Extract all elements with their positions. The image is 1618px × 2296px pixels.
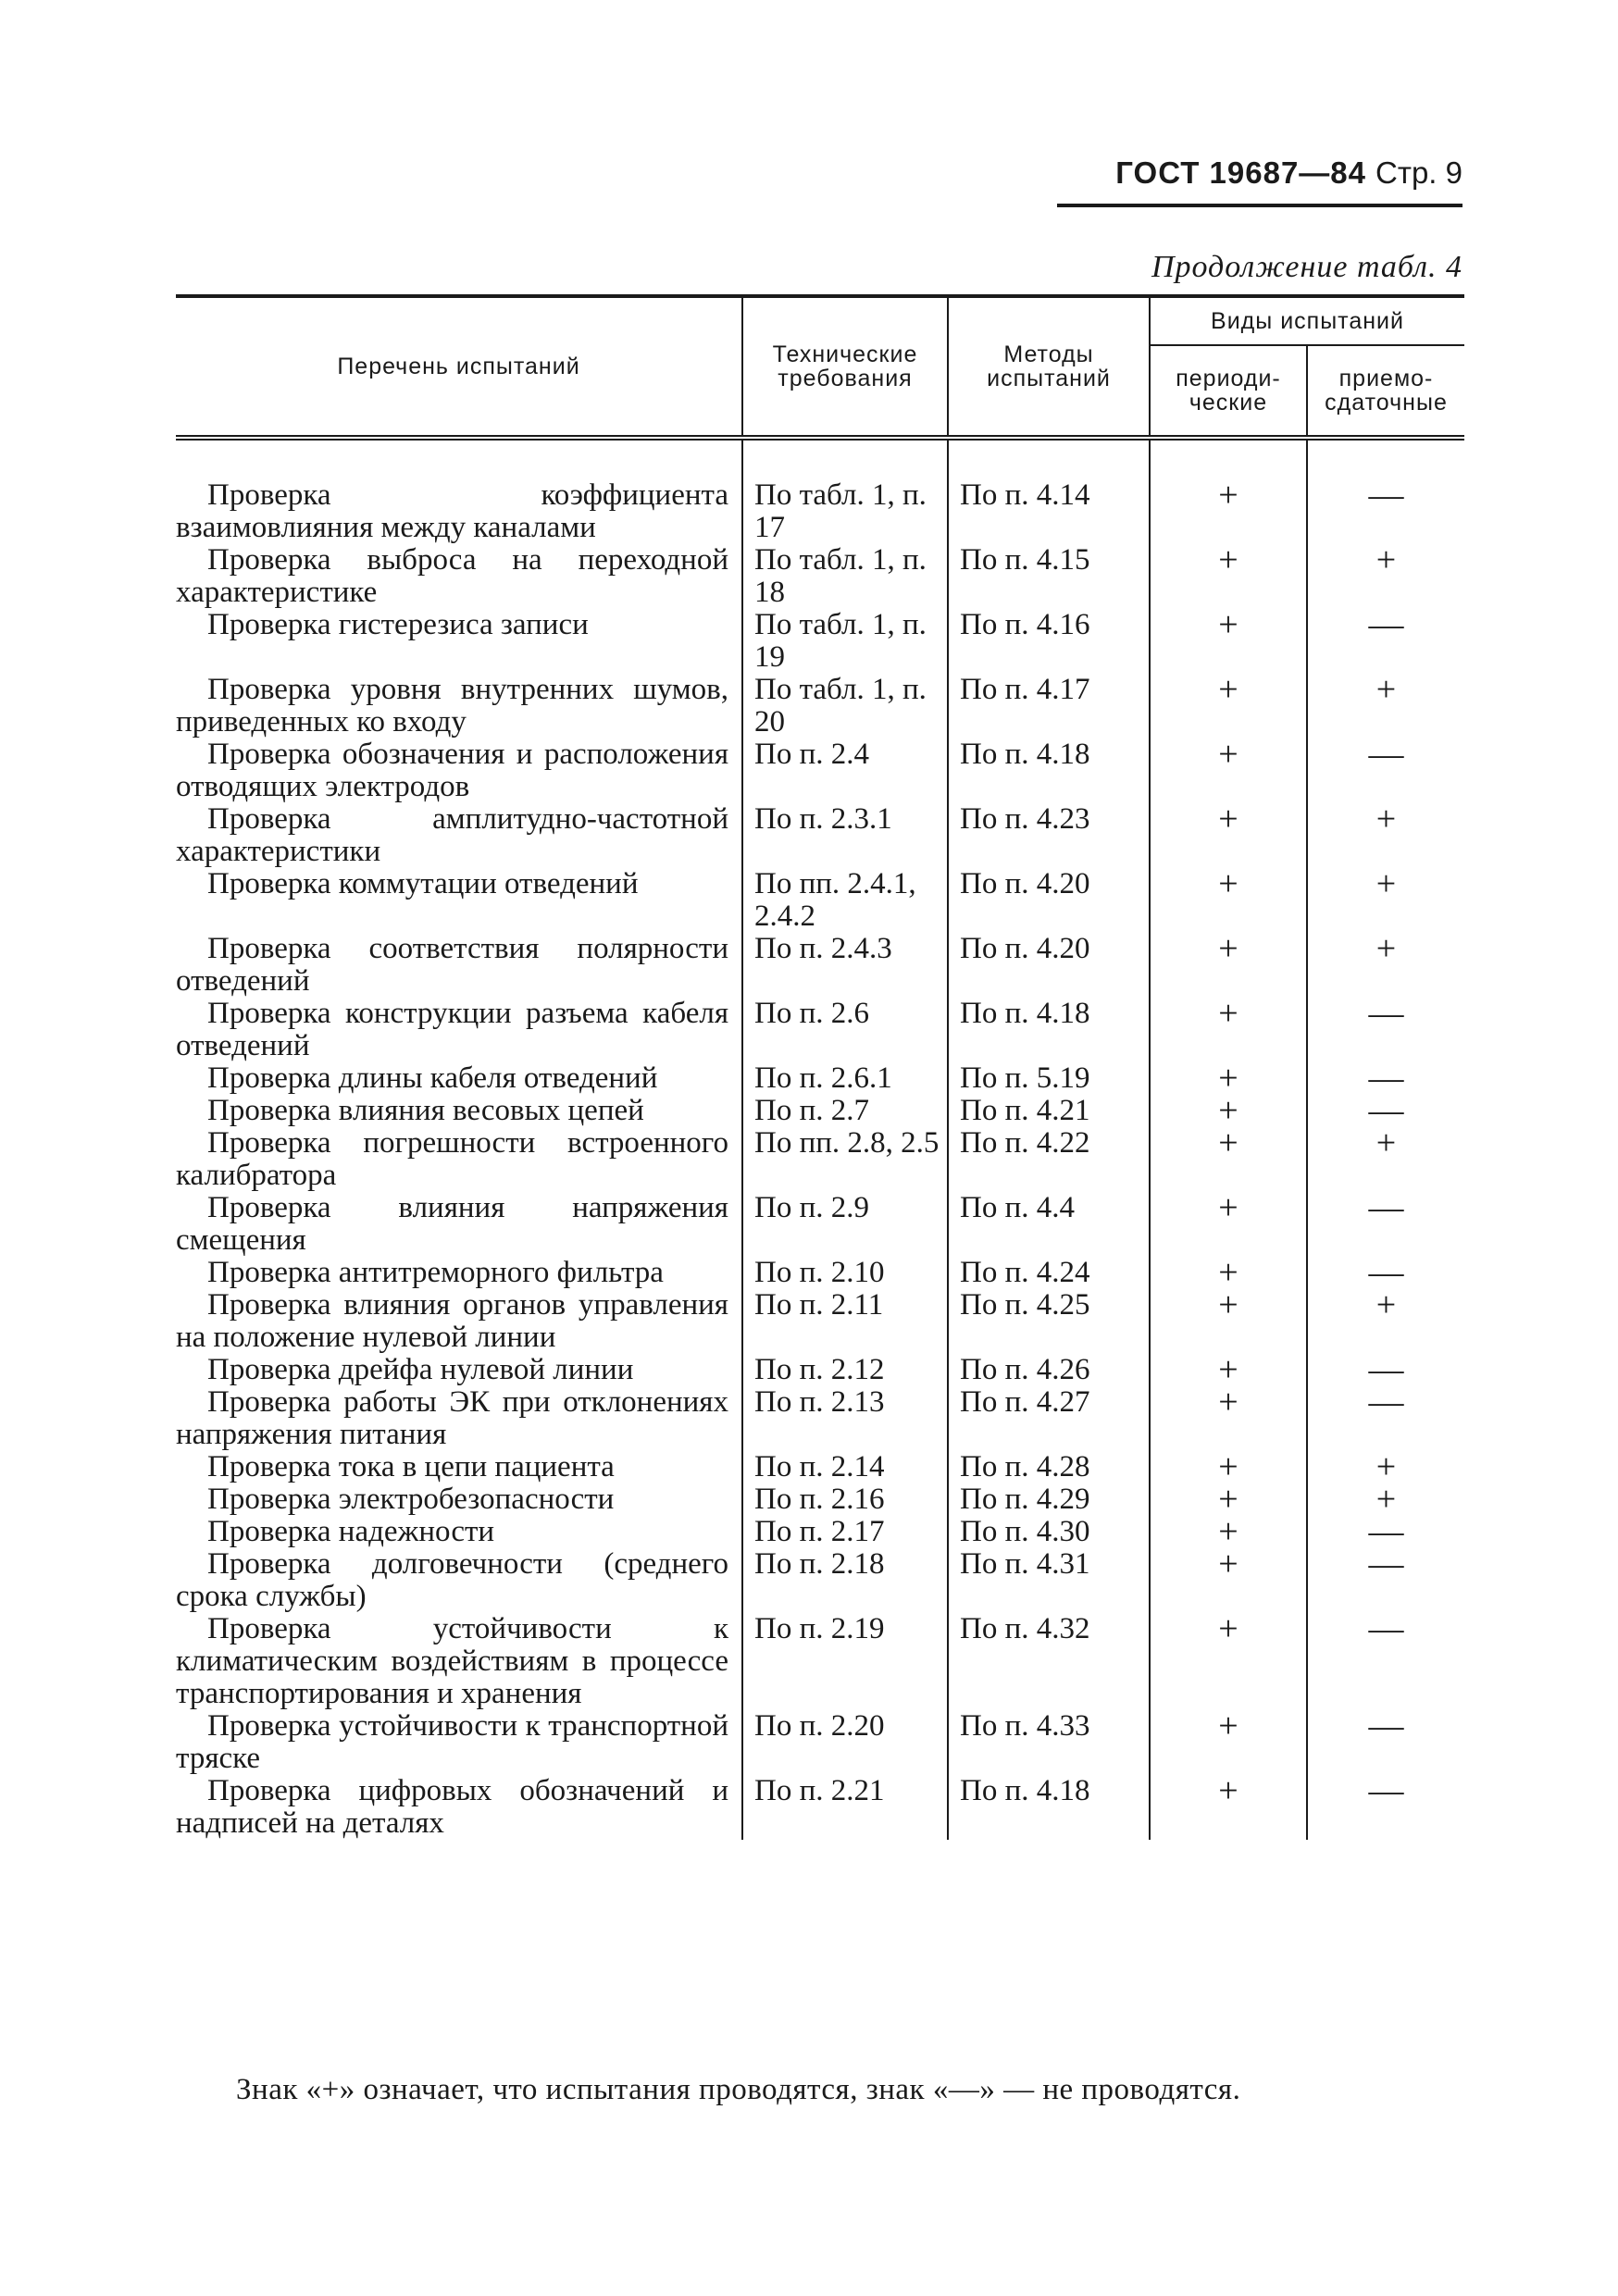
periodic-cell: + [1150, 1613, 1307, 1710]
periodic-cell: + [1150, 738, 1307, 803]
table-row [176, 1775, 1464, 1840]
table-row [176, 868, 1464, 933]
test-name-cell [176, 1127, 742, 1192]
table-row [176, 933, 1464, 998]
test-name-cell [176, 1775, 742, 1840]
tests-table-wrapper [176, 294, 1464, 1840]
test-name-text: Проверка соответствия полярности отведений [176, 932, 728, 998]
test-name-text: Проверка тока в цепи пациента [207, 1450, 615, 1483]
methods-cell: По п. 4.17 [948, 674, 1150, 738]
methods-cell: По п. 4.32 [948, 1613, 1150, 1710]
table-row [176, 1516, 1464, 1548]
methods-cell: По п. 4.21 [948, 1095, 1150, 1127]
methods-cell: По п. 4.30 [948, 1516, 1150, 1548]
periodic-cell: + [1150, 998, 1307, 1062]
methods-cell: По п. 4.18 [948, 1775, 1150, 1840]
requirements-cell: По п. 2.7 [742, 1095, 948, 1127]
requirements-cell: По табл. 1, п. 19 [742, 609, 948, 674]
test-name-cell [176, 1548, 742, 1613]
periodic-cell: + [1150, 609, 1307, 674]
table-row [176, 998, 1464, 1062]
periodic-cell: + [1150, 933, 1307, 998]
test-name-text: Проверка устойчивости к климатическим воздействиям в процессе транспортирования и хранения [176, 1612, 728, 1710]
methods-cell: По п. 4.23 [948, 803, 1150, 868]
periodic-cell: + [1150, 1095, 1307, 1127]
acceptance-cell: + [1307, 1483, 1464, 1516]
test-name-text: Проверка погрешности встроенного калибратора [176, 1126, 728, 1192]
acceptance-cell: — [1307, 1516, 1464, 1548]
table-row [176, 1127, 1464, 1192]
requirements-cell: По п. 2.11 [742, 1289, 948, 1354]
table-continuation-caption: Продолжение табл. 4 [1151, 250, 1462, 284]
table-row [176, 1354, 1464, 1386]
table-row [176, 479, 1464, 544]
requirements-cell: По п. 2.14 [742, 1451, 948, 1483]
acceptance-cell: — [1307, 1548, 1464, 1613]
acceptance-cell: — [1307, 1613, 1464, 1710]
requirements-cell: По п. 2.4 [742, 738, 948, 803]
requirements-cell: По п. 2.18 [742, 1548, 948, 1613]
methods-cell: По п. 4.22 [948, 1127, 1150, 1192]
test-name-cell [176, 1192, 742, 1257]
test-name-cell [176, 479, 742, 544]
test-name-cell [176, 1613, 742, 1710]
header-rule [1057, 204, 1462, 207]
methods-cell: По п. 4.31 [948, 1548, 1150, 1613]
acceptance-cell: — [1307, 1257, 1464, 1289]
table-row [176, 1483, 1464, 1516]
requirements-cell: По п. 2.12 [742, 1354, 948, 1386]
acceptance-cell: — [1307, 998, 1464, 1062]
page-header [1055, 155, 1462, 191]
periodic-cell: + [1150, 1289, 1307, 1354]
test-name-cell [176, 1062, 742, 1095]
test-name-cell [176, 1710, 742, 1775]
requirements-cell: По табл. 1, п. 20 [742, 674, 948, 738]
methods-cell: По п. 4.4 [948, 1192, 1150, 1257]
column-header-acceptance: приемо-сдаточные [1307, 345, 1464, 438]
test-name-text: Проверка долговечности (среднего срока службы) [176, 1547, 728, 1613]
periodic-cell: + [1150, 544, 1307, 609]
acceptance-cell: — [1307, 1062, 1464, 1095]
requirements-cell: По п. 2.10 [742, 1257, 948, 1289]
acceptance-cell: + [1307, 544, 1464, 609]
requirements-cell: По пп. 2.8, 2.5 [742, 1127, 948, 1192]
test-name-text: Проверка уровня внутренних шумов, приведенных ко входу [176, 673, 728, 738]
test-name-cell [176, 674, 742, 738]
periodic-cell: + [1150, 803, 1307, 868]
periodic-cell: + [1150, 479, 1307, 544]
periodic-cell: + [1150, 1354, 1307, 1386]
methods-cell: По п. 4.20 [948, 868, 1150, 933]
table-row [176, 1386, 1464, 1451]
test-name-cell [176, 738, 742, 803]
spacer-cell [176, 438, 742, 479]
test-name-text: Проверка дрейфа нулевой линии [207, 1353, 634, 1386]
acceptance-cell: — [1307, 1775, 1464, 1840]
methods-cell: По п. 4.28 [948, 1451, 1150, 1483]
test-name-cell [176, 1483, 742, 1516]
acceptance-cell: — [1307, 1710, 1464, 1775]
spacer-cell [1307, 438, 1464, 479]
tests-table-body [176, 438, 1464, 1840]
test-name-text: Проверка коэффициента взаимовлияния между каналами [176, 478, 728, 544]
methods-cell: По п. 5.19 [948, 1062, 1150, 1095]
table-row [176, 1613, 1464, 1710]
acceptance-cell: — [1307, 479, 1464, 544]
requirements-cell: По п. 2.21 [742, 1775, 948, 1840]
periodic-cell: + [1150, 1127, 1307, 1192]
periodic-cell: + [1150, 1548, 1307, 1613]
requirements-cell: По п. 2.13 [742, 1386, 948, 1451]
requirements-cell: По табл. 1, п. 18 [742, 544, 948, 609]
table-row [176, 803, 1464, 868]
periodic-cell: + [1150, 1386, 1307, 1451]
methods-cell: По п. 4.18 [948, 998, 1150, 1062]
methods-cell: По п. 4.25 [948, 1289, 1150, 1354]
test-name-cell [176, 868, 742, 933]
table-footnote: Знак «+» означает, что испытания проводятся, знак «—» — не проводятся. [236, 2073, 1241, 2106]
test-name-cell [176, 1095, 742, 1127]
test-name-cell [176, 998, 742, 1062]
methods-cell: По п. 4.27 [948, 1386, 1150, 1451]
table-row [176, 1192, 1464, 1257]
requirements-cell: По п. 2.17 [742, 1516, 948, 1548]
table-row [176, 738, 1464, 803]
test-name-text: Проверка влияния весовых цепей [207, 1094, 644, 1127]
column-header-periodic: периоди-ческие [1150, 345, 1307, 438]
table-row [176, 1062, 1464, 1095]
requirements-cell: По пп. 2.4.1, 2.4.2 [742, 868, 948, 933]
spacer-cell [948, 438, 1150, 479]
acceptance-cell: + [1307, 933, 1464, 998]
acceptance-cell: + [1307, 674, 1464, 738]
periodic-cell: + [1150, 1483, 1307, 1516]
column-header-methods: Методы испытаний [948, 296, 1150, 438]
requirements-cell: По п. 2.4.3 [742, 933, 948, 998]
test-name-text: Проверка электробезопасности [207, 1483, 615, 1516]
requirements-cell: По п. 2.3.1 [742, 803, 948, 868]
acceptance-cell: — [1307, 1354, 1464, 1386]
requirements-cell: По п. 2.16 [742, 1483, 948, 1516]
acceptance-cell: — [1307, 609, 1464, 674]
test-name-cell [176, 609, 742, 674]
acceptance-cell: + [1307, 868, 1464, 933]
acceptance-cell: + [1307, 1451, 1464, 1483]
test-name-cell [176, 1289, 742, 1354]
requirements-cell: По п. 2.6 [742, 998, 948, 1062]
table-row [176, 609, 1464, 674]
test-name-text: Проверка выброса на переходной характеристике [176, 543, 728, 609]
test-name-text: Проверка обозначения и расположения отводящих электродов [176, 738, 728, 803]
periodic-cell: + [1150, 1257, 1307, 1289]
requirements-cell: По п. 2.6.1 [742, 1062, 948, 1095]
test-name-text: Проверка коммутации отведений [207, 867, 639, 900]
methods-cell: По п. 4.26 [948, 1354, 1150, 1386]
table-row [176, 1710, 1464, 1775]
test-name-text: Проверка длины кабеля отведений [207, 1061, 658, 1095]
periodic-cell: + [1150, 1192, 1307, 1257]
acceptance-cell: — [1307, 1095, 1464, 1127]
table-row [176, 1289, 1464, 1354]
requirements-cell: По табл. 1, п. 17 [742, 479, 948, 544]
page-number: Стр. 9 [1375, 155, 1462, 190]
periodic-cell: + [1150, 1775, 1307, 1840]
table-row [176, 1548, 1464, 1613]
methods-cell: По п. 4.24 [948, 1257, 1150, 1289]
test-name-text: Проверка работы ЭК при отклонениях напряжения питания [176, 1385, 728, 1451]
spacer-cell [1150, 438, 1307, 479]
table-row [176, 1451, 1464, 1483]
standard-number: ГОСТ 19687—84 [1115, 155, 1366, 190]
periodic-cell: + [1150, 1516, 1307, 1548]
test-name-text: Проверка гистерезиса записи [207, 608, 589, 641]
methods-cell: По п. 4.18 [948, 738, 1150, 803]
test-name-text: Проверка амплитудно-частотной характеристики [176, 802, 728, 868]
periodic-cell: + [1150, 1062, 1307, 1095]
table-row [176, 1257, 1464, 1289]
periodic-cell: + [1150, 868, 1307, 933]
periodic-cell: + [1150, 1710, 1307, 1775]
test-name-cell [176, 1451, 742, 1483]
test-name-cell [176, 1354, 742, 1386]
test-name-text: Проверка цифровых обозначений и надписей на деталях [176, 1774, 728, 1840]
requirements-cell: По п. 2.20 [742, 1710, 948, 1775]
requirements-cell: По п. 2.9 [742, 1192, 948, 1257]
methods-cell: По п. 4.20 [948, 933, 1150, 998]
column-header-requirements: Технические требования [742, 296, 948, 438]
test-name-cell [176, 1257, 742, 1289]
acceptance-cell: + [1307, 1127, 1464, 1192]
test-name-text: Проверка влияния напряжения смещения [176, 1191, 728, 1257]
test-name-cell [176, 803, 742, 868]
periodic-cell: + [1150, 1451, 1307, 1483]
methods-cell: По п. 4.33 [948, 1710, 1150, 1775]
tests-table [176, 294, 1464, 1840]
methods-cell: По п. 4.14 [948, 479, 1150, 544]
methods-cell: По п. 4.15 [948, 544, 1150, 609]
table-row [176, 1095, 1464, 1127]
test-name-cell [176, 544, 742, 609]
test-name-text: Проверка антитреморного фильтра [207, 1256, 664, 1289]
column-header-kinds: Виды испытаний [1150, 296, 1464, 345]
test-name-cell [176, 1516, 742, 1548]
table-row [176, 674, 1464, 738]
acceptance-cell: — [1307, 1386, 1464, 1451]
test-name-cell [176, 1386, 742, 1451]
acceptance-cell: — [1307, 738, 1464, 803]
acceptance-cell: + [1307, 803, 1464, 868]
test-name-text: Проверка устойчивости к транспортной тряске [176, 1709, 728, 1775]
test-name-text: Проверка надежности [207, 1515, 495, 1548]
table-row [176, 544, 1464, 609]
test-name-cell [176, 933, 742, 998]
column-header-list: Перечень испытаний [176, 296, 742, 438]
methods-cell: По п. 4.29 [948, 1483, 1150, 1516]
periodic-cell: + [1150, 674, 1307, 738]
spacer-cell [742, 438, 948, 479]
requirements-cell: По п. 2.19 [742, 1613, 948, 1710]
acceptance-cell: + [1307, 1289, 1464, 1354]
acceptance-cell: — [1307, 1192, 1464, 1257]
methods-cell: По п. 4.16 [948, 609, 1150, 674]
test-name-text: Проверка конструкции разъема кабеля отведений [176, 997, 728, 1062]
test-name-text: Проверка влияния органов управления на положение нулевой линии [176, 1288, 728, 1354]
